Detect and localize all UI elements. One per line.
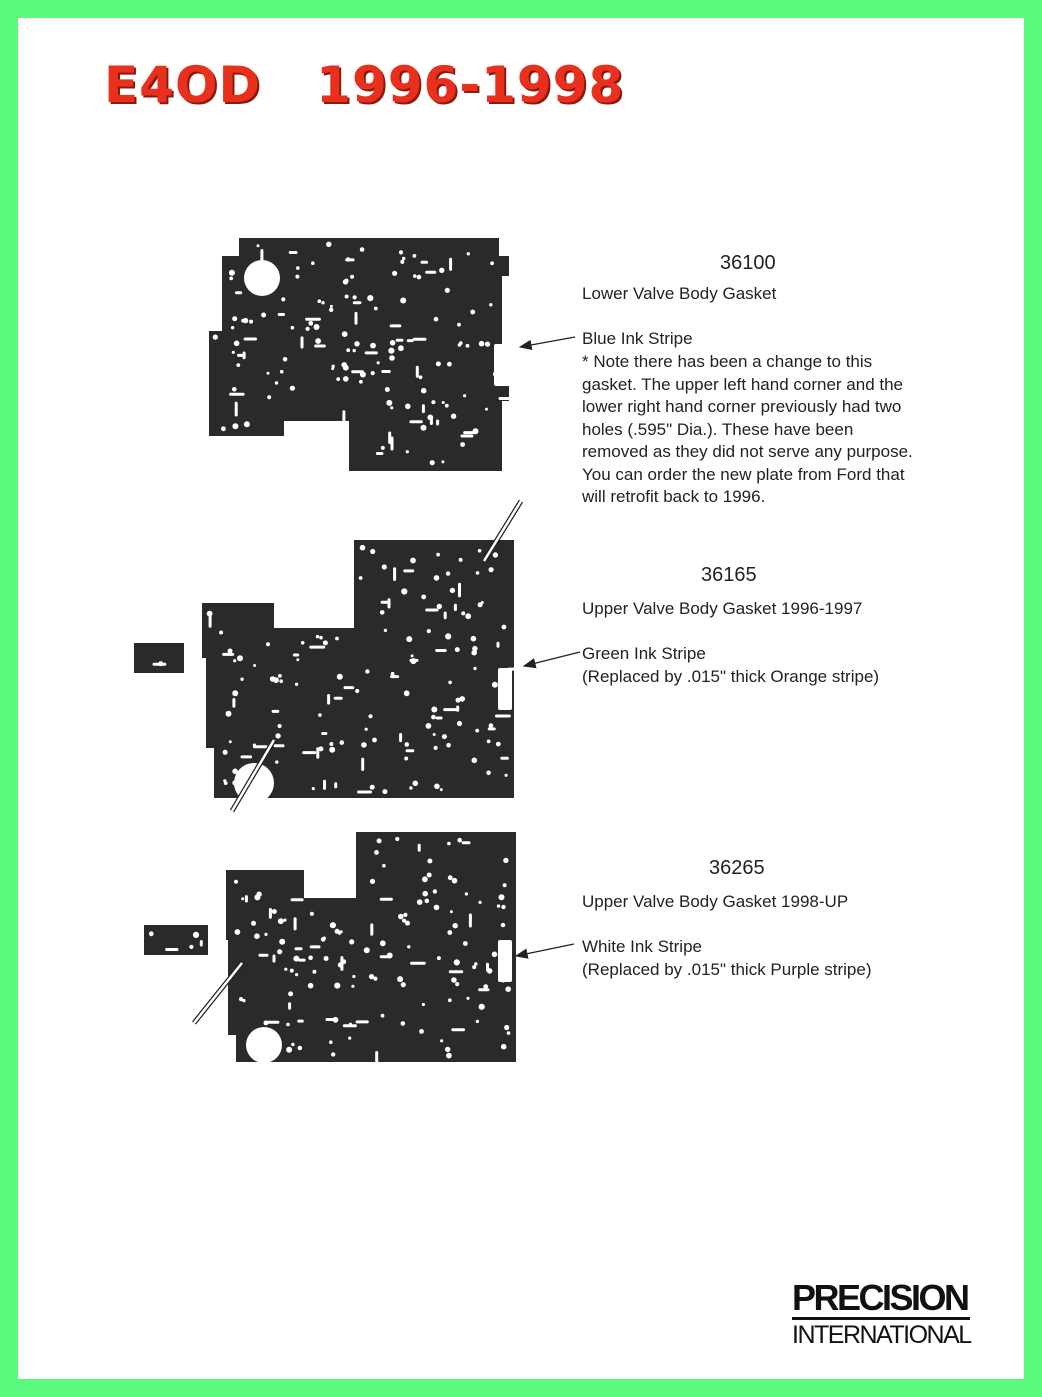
logo-line-1: PRECISION bbox=[792, 1280, 970, 1320]
stripe-label-36165: Green Ink Stripe bbox=[582, 644, 706, 663]
page-title: E4OD 1996-1998 bbox=[104, 56, 625, 114]
part-name-36165: Upper Valve Body Gasket 1996-1997 bbox=[582, 599, 863, 618]
note-line: holes (.595" Dia.). These have been bbox=[582, 419, 854, 439]
part-number-36100: 36100 bbox=[720, 252, 776, 274]
note-line: removed as they did not serve any purpose. bbox=[582, 442, 913, 461]
part-number-36165: 36165 bbox=[701, 564, 757, 586]
precision-international-logo bbox=[792, 1277, 971, 1350]
part-name-36100: Lower Valve Body Gasket bbox=[582, 284, 777, 303]
stripe-label-36100: Blue Ink Stripe bbox=[582, 329, 693, 348]
note-line: lower right hand corner previously had two bbox=[582, 397, 902, 416]
note-line: gasket. The upper left hand corner and the bbox=[582, 374, 904, 394]
document-sheet bbox=[18, 18, 1024, 1379]
logo-line-2: INTERNATIONAL bbox=[792, 1321, 971, 1349]
part-note-36265: (Replaced by .015" thick Purple stripe) bbox=[582, 960, 872, 979]
note-line: will retrofit back to 1996. bbox=[582, 487, 766, 506]
gasket-diagram-36100 bbox=[204, 236, 524, 496]
gasket-diagram-36265 bbox=[144, 830, 524, 1070]
note-line: * Note there has been a change to this bbox=[582, 352, 873, 371]
part-note-36100 bbox=[582, 351, 913, 509]
note-line: You can order the new plate from Ford that bbox=[582, 464, 905, 484]
part-name-36265: Upper Valve Body Gasket 1998-UP bbox=[582, 892, 849, 911]
stripe-label-36265: White Ink Stripe bbox=[582, 937, 702, 956]
part-number-36265: 36265 bbox=[709, 857, 765, 879]
part-note-36165: (Replaced by .015" thick Orange stripe) bbox=[582, 667, 880, 686]
gasket-diagram-36165 bbox=[134, 538, 524, 808]
